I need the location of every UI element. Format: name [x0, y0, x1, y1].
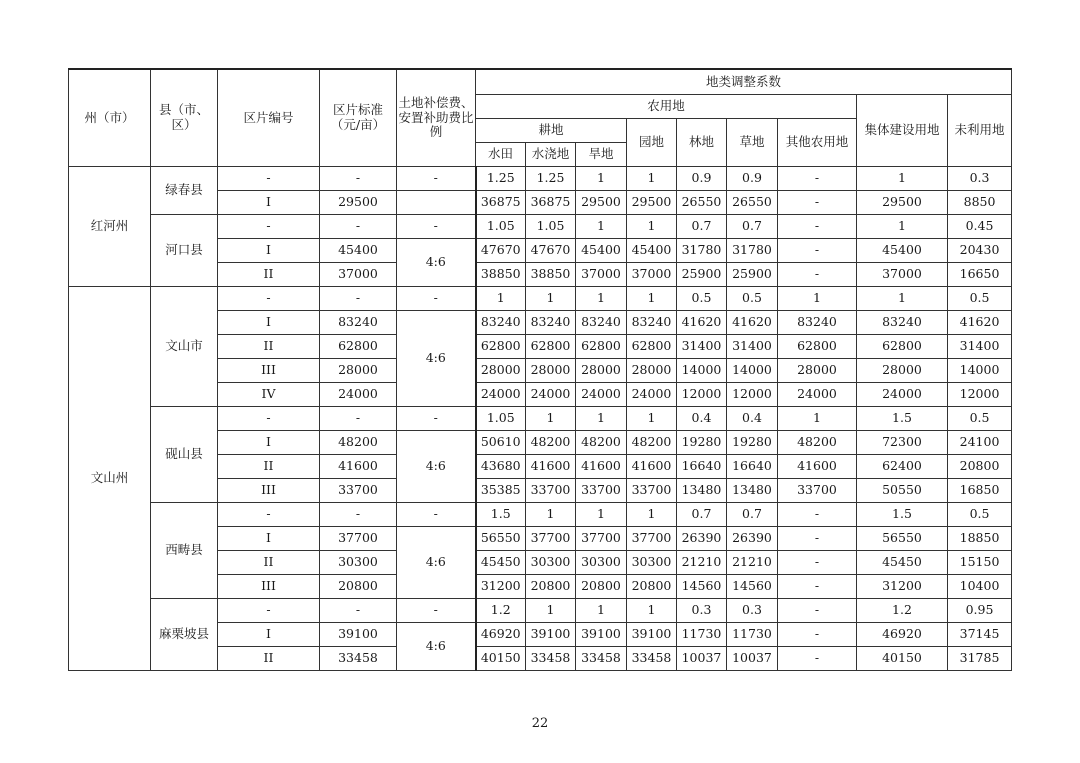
- table-cell: 1: [576, 406, 627, 430]
- table-cell: 14000: [948, 358, 1012, 382]
- table-cell: 62800: [627, 334, 677, 358]
- table-cell: 1: [476, 286, 526, 310]
- table-cell: 26390: [727, 526, 778, 550]
- table-cell: 14560: [727, 574, 778, 598]
- table-cell: 62800: [476, 334, 526, 358]
- table-cell: 39100: [320, 622, 397, 646]
- table-cell: -: [320, 502, 397, 526]
- ratio-cell: 4:6: [397, 310, 476, 406]
- header-grass: 草地: [727, 118, 778, 166]
- table-cell: 45450: [857, 550, 948, 574]
- table-cell: -: [778, 214, 857, 238]
- table-cell: 13480: [727, 478, 778, 502]
- table-cell: 24100: [948, 430, 1012, 454]
- table-cell: 35385: [476, 478, 526, 502]
- table-cell: 15150: [948, 550, 1012, 574]
- table-cell: -: [778, 166, 857, 190]
- table-row: [69, 286, 1012, 310]
- table-cell: 8850: [948, 190, 1012, 214]
- header-forest: 林地: [677, 118, 727, 166]
- table-cell: 16650: [948, 262, 1012, 286]
- table-cell: 26390: [677, 526, 727, 550]
- table-cell: 45400: [627, 238, 677, 262]
- header-agri-land: 农用地: [476, 94, 857, 118]
- header-other-agri: 其他农用地: [778, 118, 857, 166]
- table-cell: 48200: [320, 430, 397, 454]
- table-cell: 1: [526, 406, 576, 430]
- table-cell: 1: [627, 166, 677, 190]
- table-cell: 39100: [576, 622, 627, 646]
- table-cell: 30300: [320, 550, 397, 574]
- table-cell: 83240: [778, 310, 857, 334]
- table-cell: 25900: [727, 262, 778, 286]
- header-prefecture: 州（市）: [69, 69, 151, 166]
- table-cell: 11730: [727, 622, 778, 646]
- table-cell: 41600: [526, 454, 576, 478]
- table-cell: 28000: [857, 358, 948, 382]
- table-cell: -: [218, 214, 320, 238]
- table-cell: 37700: [526, 526, 576, 550]
- table-cell: I: [218, 310, 320, 334]
- table-row: [69, 502, 1012, 526]
- table-cell: 33458: [627, 646, 677, 670]
- table-cell: II: [218, 550, 320, 574]
- table-cell: 21210: [677, 550, 727, 574]
- table-cell: 33458: [320, 646, 397, 670]
- table-cell: 62800: [320, 334, 397, 358]
- table-cell: 1.05: [476, 406, 526, 430]
- table-cell: -: [218, 598, 320, 622]
- table-cell: -: [778, 598, 857, 622]
- table-cell: 31200: [857, 574, 948, 598]
- table-cell: 1.5: [857, 406, 948, 430]
- prefecture-name: 红河州: [69, 166, 151, 286]
- table-cell: 24000: [778, 382, 857, 406]
- table-cell: 10037: [677, 646, 727, 670]
- table-cell: 33700: [778, 478, 857, 502]
- table-cell: 62400: [857, 454, 948, 478]
- table-row: [69, 166, 1012, 190]
- table-cell: 39100: [627, 622, 677, 646]
- table-cell: -: [778, 526, 857, 550]
- table-cell: 24000: [627, 382, 677, 406]
- table-cell: 10400: [948, 574, 1012, 598]
- table-cell: I: [218, 526, 320, 550]
- table-cell: -: [397, 406, 476, 430]
- table-cell: 39100: [526, 622, 576, 646]
- table-cell: 62800: [857, 334, 948, 358]
- ratio-cell: 4:6: [397, 622, 476, 670]
- table-cell: 1: [857, 166, 948, 190]
- table-cell: 21210: [727, 550, 778, 574]
- table-cell: 1: [576, 214, 627, 238]
- page-number: 22: [531, 716, 549, 731]
- table-cell: -: [218, 286, 320, 310]
- table-row: [69, 406, 1012, 430]
- table-cell: 0.5: [727, 286, 778, 310]
- table-cell: 1.05: [476, 214, 526, 238]
- table-cell: 24000: [857, 382, 948, 406]
- table-cell: 14000: [727, 358, 778, 382]
- header-county: 县（市、区）: [151, 69, 218, 166]
- table-cell: -: [320, 598, 397, 622]
- table-cell: 10037: [727, 646, 778, 670]
- table-cell: 31780: [677, 238, 727, 262]
- table-cell: -: [397, 598, 476, 622]
- table-cell: 0.3: [948, 166, 1012, 190]
- table-cell: I: [218, 430, 320, 454]
- table-cell: 37000: [857, 262, 948, 286]
- table-cell: 41620: [727, 310, 778, 334]
- table-cell: 50610: [476, 430, 526, 454]
- table-cell: -: [778, 238, 857, 262]
- table-cell: 1: [627, 214, 677, 238]
- table-cell: 14000: [677, 358, 727, 382]
- header-cultivated: 耕地: [476, 118, 627, 142]
- table-cell: 31780: [727, 238, 778, 262]
- table-cell: 24000: [576, 382, 627, 406]
- table-cell: 37700: [320, 526, 397, 550]
- table-cell: 16850: [948, 478, 1012, 502]
- table-cell: 45400: [576, 238, 627, 262]
- table-cell: 45400: [320, 238, 397, 262]
- table-cell: 37700: [627, 526, 677, 550]
- table-cell: 30300: [526, 550, 576, 574]
- table-cell: 26550: [677, 190, 727, 214]
- table-cell: 47670: [476, 238, 526, 262]
- table-cell: 1.25: [526, 166, 576, 190]
- table-cell: 1.2: [857, 598, 948, 622]
- table-cell: 62800: [576, 334, 627, 358]
- table-cell: 48200: [627, 430, 677, 454]
- table-cell: 20800: [320, 574, 397, 598]
- table-cell: 12000: [727, 382, 778, 406]
- table-cell: 1.2: [476, 598, 526, 622]
- table-cell: II: [218, 334, 320, 358]
- table-cell: 41600: [778, 454, 857, 478]
- table-cell: 28000: [320, 358, 397, 382]
- table-cell: 16640: [727, 454, 778, 478]
- table-cell: 13480: [677, 478, 727, 502]
- table-cell: 48200: [778, 430, 857, 454]
- table-cell: 83240: [476, 310, 526, 334]
- table-cell: III: [218, 574, 320, 598]
- table-cell: 31785: [948, 646, 1012, 670]
- table-cell: 14560: [677, 574, 727, 598]
- table-cell: 24000: [526, 382, 576, 406]
- table-cell: 20800: [576, 574, 627, 598]
- table-cell: 33458: [576, 646, 627, 670]
- table-cell: 0.9: [727, 166, 778, 190]
- table-cell: -: [320, 166, 397, 190]
- table-cell: 19280: [677, 430, 727, 454]
- table-cell: -: [778, 622, 857, 646]
- table-cell: -: [218, 502, 320, 526]
- table-cell: III: [218, 358, 320, 382]
- table-cell: 19280: [727, 430, 778, 454]
- table-cell: 28000: [526, 358, 576, 382]
- county-name: 河口县: [151, 214, 218, 286]
- table-cell: 0.5: [677, 286, 727, 310]
- table-cell: I: [218, 190, 320, 214]
- table-cell: 1: [778, 406, 857, 430]
- header-zone-no: 区片编号: [218, 69, 320, 166]
- table-cell: 33700: [320, 478, 397, 502]
- table-cell: 83240: [857, 310, 948, 334]
- table-cell: 28000: [778, 358, 857, 382]
- table-cell: -: [397, 214, 476, 238]
- table-cell: 31400: [948, 334, 1012, 358]
- table-cell: -: [218, 406, 320, 430]
- table-cell: 20800: [948, 454, 1012, 478]
- table-cell: 1: [526, 598, 576, 622]
- table-cell: -: [778, 502, 857, 526]
- table-cell: 1.05: [526, 214, 576, 238]
- table-cell: 29500: [627, 190, 677, 214]
- county-name: 麻栗坡县: [151, 598, 218, 670]
- table-cell: III: [218, 478, 320, 502]
- table-cell: 62800: [526, 334, 576, 358]
- table-row: [69, 214, 1012, 238]
- county-name: 砚山县: [151, 406, 218, 502]
- table-cell: 83240: [526, 310, 576, 334]
- table-cell: II: [218, 262, 320, 286]
- table-cell: 33458: [526, 646, 576, 670]
- header-garden: 园地: [627, 118, 677, 166]
- table-cell: 12000: [948, 382, 1012, 406]
- table-cell: 1: [576, 598, 627, 622]
- table-cell: 1: [627, 286, 677, 310]
- table-cell: 46920: [476, 622, 526, 646]
- table-cell: 24000: [320, 382, 397, 406]
- table-cell: 41620: [948, 310, 1012, 334]
- table-cell: 56550: [857, 526, 948, 550]
- table-cell: 1: [576, 502, 627, 526]
- table-cell: 16640: [677, 454, 727, 478]
- county-name: 文山市: [151, 286, 218, 406]
- table-cell: 31400: [727, 334, 778, 358]
- table-cell: 0.7: [677, 502, 727, 526]
- table-cell: 20430: [948, 238, 1012, 262]
- table-cell: 37700: [576, 526, 627, 550]
- table-cell: I: [218, 622, 320, 646]
- table-cell: 20800: [627, 574, 677, 598]
- table-cell: -: [397, 286, 476, 310]
- table-cell: 1.5: [857, 502, 948, 526]
- table-cell: 1.5: [476, 502, 526, 526]
- table-cell: 30300: [627, 550, 677, 574]
- table-cell: 1: [627, 598, 677, 622]
- prefecture-name: 文山州: [69, 286, 151, 670]
- table-cell: 33700: [526, 478, 576, 502]
- table-cell: 37145: [948, 622, 1012, 646]
- table-cell: 33700: [627, 478, 677, 502]
- table-cell: 41600: [576, 454, 627, 478]
- table-cell: -: [778, 550, 857, 574]
- table-cell: 37000: [576, 262, 627, 286]
- table-cell: 30300: [576, 550, 627, 574]
- table-cell: 1: [576, 166, 627, 190]
- table-cell: 83240: [627, 310, 677, 334]
- table-cell: IV: [218, 382, 320, 406]
- table-cell: 46920: [857, 622, 948, 646]
- table-cell: 45450: [476, 550, 526, 574]
- table-cell: 1: [627, 406, 677, 430]
- table-cell: -: [320, 406, 397, 430]
- table-cell: 28000: [627, 358, 677, 382]
- table-cell: 0.95: [948, 598, 1012, 622]
- header-unused: 未利用地: [948, 94, 1012, 166]
- table-cell: 1: [526, 286, 576, 310]
- table-cell: 0.7: [727, 502, 778, 526]
- table-cell: 36875: [526, 190, 576, 214]
- table-cell: 33700: [576, 478, 627, 502]
- table-cell: 0.5: [948, 502, 1012, 526]
- table-cell: I: [218, 238, 320, 262]
- table-cell: 83240: [576, 310, 627, 334]
- table-cell: 0.9: [677, 166, 727, 190]
- table-cell: 28000: [476, 358, 526, 382]
- table-cell: 48200: [576, 430, 627, 454]
- table-cell: 28000: [576, 358, 627, 382]
- table-cell: 29500: [320, 190, 397, 214]
- table-cell: 26550: [727, 190, 778, 214]
- header-ratio: 土地补偿费、安置补助费比例: [397, 69, 476, 166]
- table-cell: 43680: [476, 454, 526, 478]
- table-cell: -: [397, 166, 476, 190]
- ratio-cell: 4:6: [397, 238, 476, 286]
- table-cell: 0.7: [677, 214, 727, 238]
- ratio-cell: 4:6: [397, 526, 476, 598]
- table-cell: 12000: [677, 382, 727, 406]
- table-cell: 45400: [857, 238, 948, 262]
- county-name: 西畴县: [151, 502, 218, 598]
- table-row: [69, 598, 1012, 622]
- table-cell: 40150: [476, 646, 526, 670]
- header-adjust-coef: 地类调整系数: [476, 69, 1012, 94]
- table-cell: 11730: [677, 622, 727, 646]
- table-cell: 18850: [948, 526, 1012, 550]
- table-cell: -: [320, 286, 397, 310]
- county-name: 绿春县: [151, 166, 218, 214]
- table-cell: 1: [778, 286, 857, 310]
- header-collective: 集体建设用地: [857, 94, 948, 166]
- table-cell: 56550: [476, 526, 526, 550]
- table-cell: 24000: [476, 382, 526, 406]
- table-cell: 0.7: [727, 214, 778, 238]
- table-cell: 0.3: [677, 598, 727, 622]
- table-cell: 47670: [526, 238, 576, 262]
- header-irrigated: 水浇地: [526, 142, 576, 166]
- table-cell: 1.25: [476, 166, 526, 190]
- table-cell: 38850: [476, 262, 526, 286]
- table-cell: 62800: [778, 334, 857, 358]
- table-cell: 36875: [476, 190, 526, 214]
- table-cell: 29500: [576, 190, 627, 214]
- land-compensation-table: [68, 68, 1012, 671]
- table-cell: 38850: [526, 262, 576, 286]
- table-cell: 1: [857, 214, 948, 238]
- header-zone-standard: 区片标准（元/亩）: [320, 69, 397, 166]
- header-dry: 旱地: [576, 142, 627, 166]
- table-cell: -: [397, 502, 476, 526]
- table-cell: 29500: [857, 190, 948, 214]
- table-cell: 83240: [320, 310, 397, 334]
- table-cell: 37000: [627, 262, 677, 286]
- table-cell: 1: [627, 502, 677, 526]
- table-cell: -: [320, 214, 397, 238]
- table-cell: 0.4: [677, 406, 727, 430]
- ratio-cell: [397, 190, 476, 214]
- table-cell: 0.5: [948, 406, 1012, 430]
- table-cell: 41600: [627, 454, 677, 478]
- table-cell: 72300: [857, 430, 948, 454]
- table-cell: -: [778, 190, 857, 214]
- table-cell: 1: [857, 286, 948, 310]
- table-cell: 48200: [526, 430, 576, 454]
- table-cell: 0.4: [727, 406, 778, 430]
- table-cell: 20800: [526, 574, 576, 598]
- table-cell: 1: [526, 502, 576, 526]
- table-cell: 31200: [476, 574, 526, 598]
- table-cell: -: [778, 574, 857, 598]
- table-cell: -: [218, 166, 320, 190]
- table-cell: 1: [576, 286, 627, 310]
- table-cell: 0.3: [727, 598, 778, 622]
- table-cell: 31400: [677, 334, 727, 358]
- table-cell: 41620: [677, 310, 727, 334]
- table-cell: 0.5: [948, 286, 1012, 310]
- header-paddy: 水田: [476, 142, 526, 166]
- table-cell: 41600: [320, 454, 397, 478]
- table-cell: 50550: [857, 478, 948, 502]
- table-cell: II: [218, 646, 320, 670]
- table-cell: 0.45: [948, 214, 1012, 238]
- table-cell: -: [778, 646, 857, 670]
- table-cell: 40150: [857, 646, 948, 670]
- table-cell: 37000: [320, 262, 397, 286]
- table-cell: 25900: [677, 262, 727, 286]
- ratio-cell: 4:6: [397, 430, 476, 502]
- table-cell: -: [778, 262, 857, 286]
- table-cell: II: [218, 454, 320, 478]
